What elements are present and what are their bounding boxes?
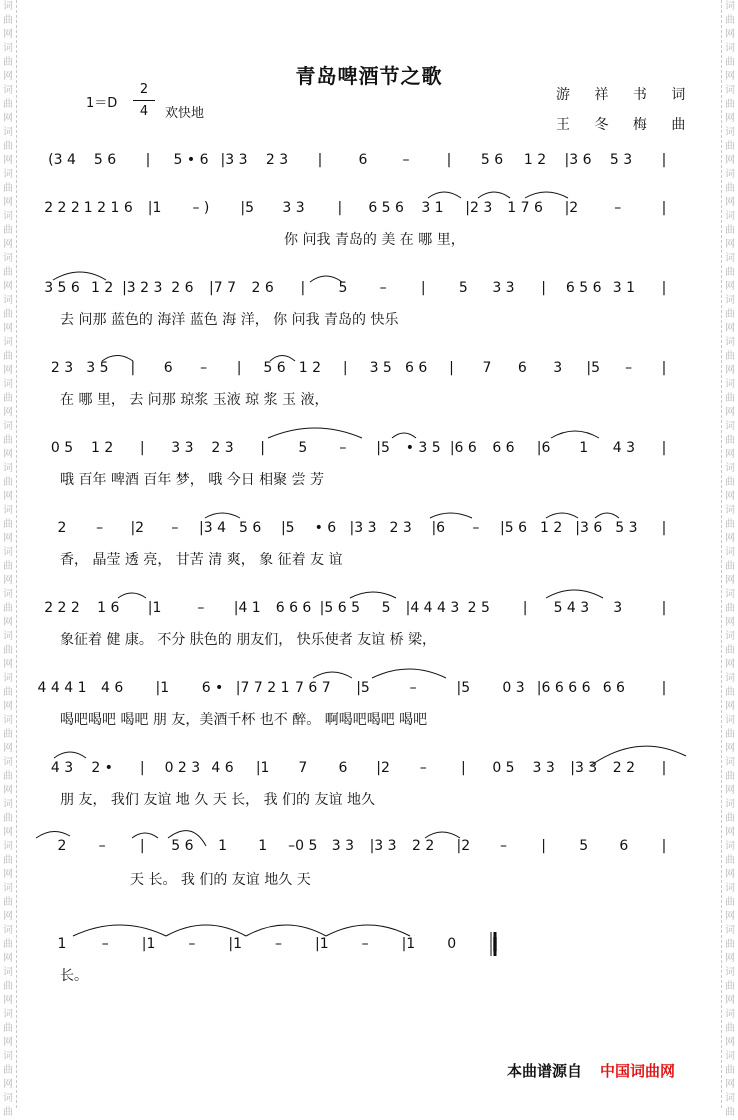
note-group: 3 1	[612, 280, 635, 296]
note-group: 5 6	[171, 838, 194, 854]
note-group: 2 6	[171, 280, 194, 296]
slur	[53, 272, 106, 280]
note-group: 3	[613, 600, 623, 616]
barline: |5	[456, 680, 471, 696]
lyric-line: 朋 友， 我们 友谊 地 久 天 长， 我 们的 友谊 地久	[60, 792, 375, 808]
slur	[132, 833, 158, 838]
note-group: 6 6	[602, 680, 625, 696]
slur	[428, 192, 461, 198]
note-group: 2 3	[265, 152, 289, 168]
meter-top: 2	[139, 82, 149, 97]
lyric-line: 你 问我 青岛的 美 在 哪 里，	[284, 232, 465, 248]
barline: |4 4 4 3	[405, 600, 460, 616]
barline: |5 6	[500, 520, 527, 536]
watermark-column: 词 曲 网 词 曲 网 词 曲 网 词 曲 网 词 曲 网 词 曲 网 词 曲 网 词 曲 网 词 曲 网 词 曲 网 词 曲 网 词 曲 网 词 曲 网 词 曲 网 词 曲 网 词 曲 网 词 曲 网 词 曲 网 词 曲 网 词 曲 网 词 曲 网 词 曲 网 词 曲 网 词 曲 网 词 曲 网 词 曲 网 词 曲	[3, 1, 13, 1118]
barline: |	[420, 280, 426, 296]
note-group: 1	[258, 838, 268, 854]
barline: |5	[240, 200, 255, 216]
note-group: 1 7 6	[507, 200, 543, 216]
lyricist-credit: 游 祥 书 词	[556, 87, 696, 103]
slur	[54, 752, 86, 758]
barline: |1	[147, 600, 162, 616]
barline: |	[446, 152, 452, 168]
barline: |	[145, 152, 151, 168]
note-group: 3 3	[282, 200, 305, 216]
note-group: 3 1	[421, 200, 444, 216]
slur	[595, 513, 619, 518]
note-group: 2 2	[412, 838, 435, 854]
note-group: –0 5	[288, 838, 318, 854]
note-group: –	[625, 360, 633, 376]
note-group: 2 6	[251, 280, 274, 296]
barline: |5 6 5	[319, 600, 361, 616]
slur	[546, 513, 578, 518]
note-group: 4 6	[101, 680, 124, 696]
barline: |3 6	[575, 520, 603, 536]
note-group: 5	[298, 440, 308, 456]
lyric-line: 象征着 健 康。 不分 肤色的 朋友们， 快乐使者 友谊 桥 梁，	[60, 632, 437, 648]
barline: |5	[280, 520, 295, 536]
note-group: 0	[447, 936, 457, 952]
barline: |3 3	[349, 520, 377, 536]
barline: |	[661, 760, 667, 776]
barline: |1	[141, 936, 156, 952]
barline: |	[449, 360, 454, 376]
slur	[326, 925, 410, 936]
note-group: 2 5	[467, 600, 490, 616]
barline: |	[300, 280, 306, 296]
note-group: 7	[298, 760, 308, 776]
note-group: –	[361, 936, 369, 952]
barline: |	[661, 360, 667, 376]
note-group: 7	[482, 360, 492, 376]
barline: |	[342, 360, 348, 376]
note-group: 7 6 7	[295, 680, 331, 696]
slur	[205, 513, 240, 518]
note-group: • 3 5	[405, 440, 441, 456]
note-group: 2	[57, 838, 67, 854]
note-group: • 6	[314, 520, 337, 536]
note-group: –	[188, 936, 196, 952]
note-group: 4 6	[211, 760, 234, 776]
note-group: 2 3	[50, 360, 74, 376]
note-group: –	[275, 936, 282, 952]
note-group: 1 2	[90, 280, 114, 296]
barline: |2	[376, 760, 390, 776]
note-group: 3 5	[369, 360, 392, 376]
note-group: 6 •	[201, 680, 224, 696]
barline: |	[337, 200, 343, 216]
note-group: 0 3	[502, 680, 525, 696]
slur	[430, 513, 472, 518]
barline: |1	[147, 200, 162, 216]
slur	[478, 192, 510, 198]
note-group: –	[402, 152, 410, 168]
note-group: 1 2	[523, 152, 547, 168]
lyric-line: 香， 晶莹 透 亮， 甘苦 清 爽， 象 征着 友 谊	[60, 552, 343, 568]
note-group: –	[197, 600, 205, 616]
barline: |6	[431, 520, 446, 536]
note-group: 5 6	[480, 152, 504, 168]
lyric-line: 哦 百年 啤酒 百年 梦， 哦 今日 相聚 尝 芳	[60, 472, 325, 488]
barline: |3 3	[369, 838, 397, 854]
barline: |	[541, 280, 546, 296]
barline: |5	[376, 440, 390, 456]
slur	[525, 192, 568, 198]
note-group: 2 2 2	[44, 200, 80, 216]
barline: |	[236, 360, 242, 376]
note-group: 0 2 3	[164, 760, 201, 776]
note-group: 0 5	[492, 760, 515, 776]
slur	[372, 669, 446, 678]
barline: |3 6	[564, 152, 592, 168]
barline: |3 2 3	[122, 280, 163, 296]
note-group: 5 6	[238, 520, 262, 536]
note-group: 5	[338, 280, 348, 296]
slur	[73, 925, 166, 936]
note-group: 5 • 6	[173, 152, 209, 168]
note-group: 5	[579, 838, 589, 854]
note-group: – )	[192, 200, 210, 216]
slur	[350, 592, 396, 598]
barline: |6 6	[449, 440, 477, 456]
source-line	[507, 1060, 675, 1081]
barline: |	[139, 440, 145, 456]
slur	[313, 672, 352, 678]
barline: |3 3	[570, 760, 598, 776]
slur	[546, 590, 603, 598]
note-group: 1 2	[539, 520, 563, 536]
lyric-line: 长。	[60, 968, 88, 984]
barline: |7 7	[209, 280, 237, 296]
note-group: –	[171, 520, 179, 536]
note-group: –	[499, 838, 507, 854]
watermark-column: 词 曲 网 词 曲 网 词 曲 网 词 曲 网 词 曲 网 词 曲 网 词 曲 网 词 曲 网 词 曲 网 词 曲 网 词 曲 网 词 曲 网 词 曲 网 词 曲 网 词 曲 网 词 曲 网 词 曲 网 词 曲 网 词 曲 网 词 曲 网 词 曲 网 词 曲 网 词 曲 网 词 曲 网 词 曲 网 词 曲 网 词 曲	[725, 1, 735, 1118]
note-group: –	[101, 936, 109, 952]
barline: |	[661, 200, 667, 216]
note-group: –	[614, 200, 622, 216]
note-group: 6	[163, 360, 173, 376]
note-group: 2 3	[211, 440, 234, 456]
barline: |2	[456, 838, 471, 854]
note-group: 2 •	[91, 760, 113, 776]
note-group: 6	[517, 360, 527, 376]
source-label: 本曲谱源自	[507, 1062, 583, 1080]
key-signature: 1＝D	[86, 96, 118, 111]
barline: |	[661, 280, 667, 296]
note-group: 4 3	[612, 440, 635, 456]
barline: |7 7 2 1	[235, 680, 290, 696]
lyric-line: 在 哪 里， 去 问那 琼浆 玉液 琼 浆 玉 液，	[60, 392, 329, 408]
note-group: 3 5	[86, 360, 109, 376]
note-group: 5 6	[263, 360, 286, 376]
note-group: 3 3	[532, 760, 555, 776]
note-group: 1 2	[298, 360, 322, 376]
note-group: –	[339, 440, 347, 456]
note-group: 2 2	[612, 760, 635, 776]
note-group: 6 5 6	[368, 200, 404, 216]
note-group: 2 3	[389, 520, 412, 536]
lyric-line: 天 长。 我 们的 友谊 地久 天	[130, 872, 311, 888]
note-group: 5 3	[615, 520, 638, 536]
note-group: 4 4 4 1	[37, 680, 87, 696]
slur	[551, 431, 599, 438]
composer-credit: 王 冬 梅 曲	[556, 117, 696, 133]
note-group: 1 2	[90, 440, 114, 456]
barline: |	[260, 440, 266, 456]
note-group: 3 3	[331, 838, 355, 854]
slur	[118, 593, 146, 598]
note-group: 1	[57, 936, 67, 952]
slur	[166, 925, 246, 936]
barline: |3 4	[199, 520, 226, 536]
slur	[590, 746, 686, 766]
barline: |	[661, 600, 667, 616]
note-group: 1	[579, 440, 589, 456]
note-group: –	[419, 760, 427, 776]
barline: |1	[255, 760, 270, 776]
barline: |5	[586, 360, 600, 376]
note-group: 3	[553, 360, 563, 376]
note-group: 2	[57, 520, 67, 536]
note-group: 1 6	[97, 600, 120, 616]
note-group: 5	[458, 280, 468, 296]
barline: |	[522, 600, 528, 616]
note-group: –	[409, 680, 417, 696]
tempo-marking: 欢快地	[165, 106, 205, 121]
slur	[392, 433, 416, 438]
barline: |	[130, 360, 136, 376]
note-group: –	[472, 520, 480, 536]
note-group: 4 3	[50, 760, 74, 776]
barline: |	[661, 440, 667, 456]
barline: ‖	[491, 936, 499, 952]
barline: |2 3	[465, 200, 493, 216]
barline: |1	[155, 680, 170, 696]
note-group: 1 2 1 6	[83, 200, 133, 216]
note-group: 1	[218, 838, 227, 854]
barline: |	[661, 680, 667, 696]
lyric-line: 喝吧喝吧 喝吧 朋 友，美酒千杯 也不 醉。 啊喝吧喝吧 喝吧	[60, 712, 428, 728]
note-group: 5 6	[93, 152, 117, 168]
note-group: –	[98, 838, 106, 854]
note-group: 5 3	[609, 152, 633, 168]
barline: |	[661, 152, 667, 168]
slur	[310, 276, 342, 282]
barline: |	[139, 760, 145, 776]
note-group: 3 5 6	[44, 280, 80, 296]
barline: |	[139, 838, 145, 854]
note-group: 6 6 6	[275, 600, 312, 616]
note-group: 6 5 6	[565, 280, 602, 296]
barline: |1	[228, 936, 242, 952]
song-title: 青岛啤酒节之歌	[295, 64, 443, 88]
barline: |	[541, 838, 546, 854]
note-group: –	[200, 360, 208, 376]
barline: |1	[401, 936, 416, 952]
barline: |6 6 6 6	[536, 680, 591, 696]
barline: |5	[356, 680, 370, 696]
lyric-line: 去 问那 蓝色的 海洋 蓝色 海 洋， 你 问我 青岛的 快乐	[60, 312, 399, 328]
barline: |	[460, 760, 466, 776]
note-group: 0 5	[50, 440, 74, 456]
meter-bottom: 4	[139, 104, 149, 119]
note-group: (3 4	[48, 152, 76, 168]
barline: |	[661, 838, 667, 854]
note-group: –	[379, 280, 387, 296]
note-group: 6 6	[492, 440, 515, 456]
note-group: 3 3	[492, 280, 515, 296]
note-group: 6 6	[404, 360, 428, 376]
barline: |6	[536, 440, 551, 456]
barline: |3 3	[220, 152, 248, 168]
note-group: 6	[338, 760, 348, 776]
note-group: 6	[619, 838, 629, 854]
barline: |2	[564, 200, 579, 216]
barline: |2	[130, 520, 145, 536]
barline: |	[661, 520, 667, 536]
note-group: 2 2 2	[44, 600, 80, 616]
note-group: 5 4 3	[553, 600, 590, 616]
note-group: 5	[381, 600, 391, 616]
barline: |4 1	[233, 600, 261, 616]
note-group: –	[96, 520, 104, 536]
slur	[268, 428, 362, 438]
slur	[246, 925, 326, 936]
barline: |	[317, 152, 323, 168]
note-group: 6	[358, 152, 368, 168]
note-group: 3 3	[171, 440, 194, 456]
barline: |1	[314, 936, 329, 952]
source-site-link[interactable]: 中国词曲网	[600, 1062, 676, 1080]
